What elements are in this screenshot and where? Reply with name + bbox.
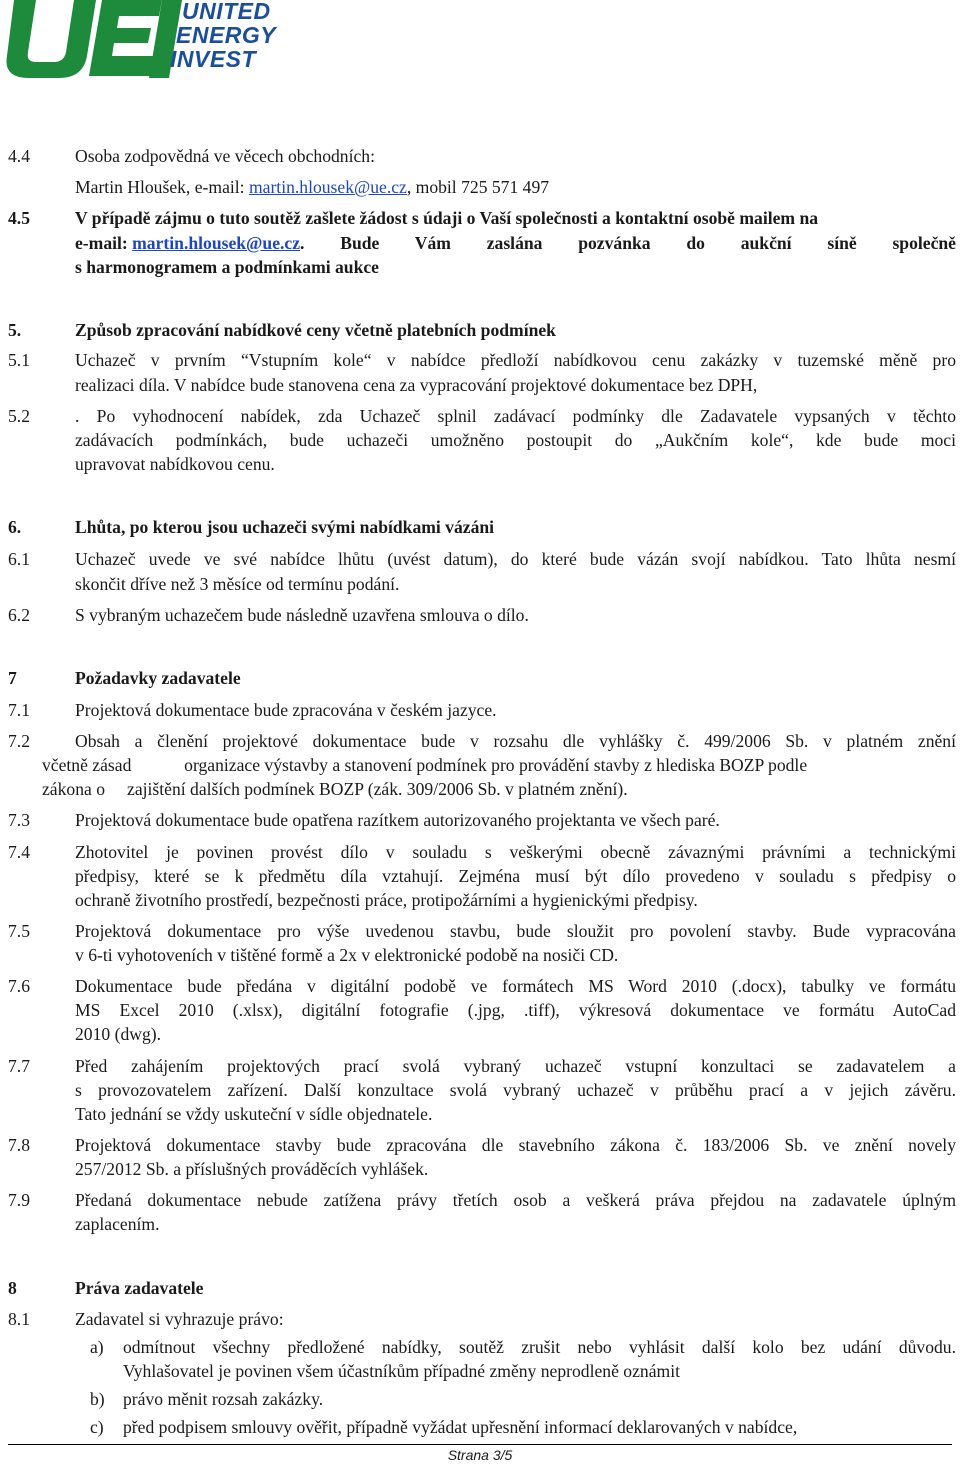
paragraph-line: . Po vyhodnocení nabídek, zda Uchazeč splnil zadávací podmínky dle Zadavatele vypsaných v těchto — [75, 406, 956, 426]
section-number: 6.1 — [8, 549, 30, 569]
section-number: 7.3 — [8, 810, 30, 830]
paragraph-line: Projektová dokumentace pro výše uvedenou stavbu, bude sloužit pro povolení stavby. Bude vypracována — [75, 921, 956, 941]
page-number: Strana 3/5 — [447, 1447, 513, 1463]
section-heading: Požadavky zadavatele — [75, 668, 241, 688]
paragraph-line: ochraně životního prostředí, bezpečnosti práce, protipožárními a hygienickými předpisy. — [75, 890, 698, 910]
uei-logo-mark-icon — [6, 0, 182, 82]
section-number: 7.4 — [8, 842, 30, 862]
section-heading: Práva zadavatele — [75, 1278, 204, 1298]
paragraph-line: S vybraným uchazečem bude následně uzavřena smlouva o dílo. — [75, 605, 529, 625]
section-number: 5. — [8, 320, 22, 340]
contact-line — [75, 177, 549, 197]
paragraph-line: Předaná dokumentace nebude zatížena právy třetích osob a veškerá práva přejdou na zadavatele úplným — [75, 1190, 956, 1210]
section-number: 7.9 — [8, 1190, 30, 1210]
list-marker: a) — [90, 1337, 104, 1357]
paragraph-line: s harmonogramem a podmínkami aukce — [75, 257, 379, 277]
paragraph-line: Projektová dokumentace stavby bude zpracována dle stavebního zákona č. 183/2006 Sb. ve znění novely — [75, 1135, 956, 1155]
section-number: 6. — [8, 517, 22, 537]
paragraph-line: 257/2012 Sb. a příslušných prováděcích vyhlášek. — [75, 1159, 429, 1179]
section-number: 7.5 — [8, 921, 30, 941]
paragraph-line: Obsah a členění projektové dokumentace bude v rozsahu dle vyhlášky č. 499/2006 Sb. v platném znění — [75, 731, 956, 751]
paragraph-line: V případě zájmu o tuto soutěž zašlete žádost s údaji o Vaší společnosti a kontaktní osobě mailem na — [75, 208, 819, 228]
section-number: 8.1 — [8, 1309, 30, 1329]
paragraph-line — [42, 755, 956, 775]
section-number: 6.2 — [8, 605, 30, 625]
section-number: 7.2 — [8, 731, 30, 751]
email-link[interactable]: martin.hlousek@ue.cz — [248, 177, 407, 197]
paragraph-line: Projektová dokumentace bude opatřena razítkem autorizovaného projektanta ve všech paré. — [75, 810, 720, 830]
email-suffix: . Bude Vám zaslána pozvánka do aukční síně společně — [300, 233, 956, 253]
section-heading: Lhůta, po kterou jsou uchazeči svými nabídkami vázáni — [75, 517, 495, 537]
paragraph-line: skončit dříve než 3 měsíce od termínu podání. — [75, 574, 400, 594]
paragraph-line: MS Excel 2010 (.xlsx), digitální fotografie (.jpg, .tiff), výkresová dokumentace ve formátu AutoCad — [75, 1000, 956, 1020]
section-number: 4.5 — [8, 208, 30, 228]
email-link[interactable]: martin.hlousek@ue.cz — [132, 233, 301, 253]
logo-wordmark — [170, 0, 277, 72]
paragraph-line: zaplacením. — [75, 1214, 160, 1234]
paragraph-line: v 6-ti vyhotoveních v tištěné formě a 2x v elektronické podobě na nosiči CD. — [75, 945, 619, 965]
paragraph-line: Zadavatel si vyhrazuje právo: — [75, 1309, 284, 1329]
logo-line-3: INVEST — [170, 46, 257, 72]
paragraph-line: Projektová dokumentace bude zpracována v českém jazyce. — [75, 700, 497, 720]
list-marker: c) — [90, 1417, 104, 1437]
paragraph-line — [75, 233, 956, 253]
logo-line-1: UNITED — [182, 0, 271, 24]
paragraph-line: Před zahájením projektových prací svolá vybraný uchazeč vstupní konzultaci se zadavatelem a — [75, 1056, 956, 1076]
paragraph-line: 2010 (dwg). — [75, 1024, 162, 1044]
section-number: 5.1 — [8, 350, 30, 370]
paragraph-line: zákona o zajištění dalších podmínek BOZP (zák. 309/2006 Sb. v platném znění). — [42, 779, 628, 799]
list-item: právo měnit rozsah zakázky. — [123, 1389, 324, 1409]
paragraph-line-text: včetně zásad organizace výstavby a stanovení podmínek pro provádění stavby z hlediska BOZP podle — [42, 755, 808, 775]
section-number: 7.7 — [8, 1056, 30, 1076]
paragraph-line: Osoba zodpovědná ve věcech obchodních: — [75, 146, 375, 166]
paragraph-line: Dokumentace bude předána v digitální podobě ve formátech MS Word 2010 (.docx), tabulky ve formátu — [75, 976, 956, 996]
paragraph-line: realizaci díla. V nabídce bude stanovena cena za vypracování projektové dokumentace bez DPH, — [75, 375, 758, 395]
email-prefix: e-mail: — [75, 233, 133, 253]
paragraph-line: předpisy, které se k předmětu díla vztahují. Zejména musí být dílo provedeno v souladu s předpisy o — [75, 866, 956, 886]
footer-divider — [8, 1444, 952, 1445]
paragraph-line: Uchazeč v prvním “Vstupním kole“ v nabídce předloží nabídkovou cenu zakázky v tuzemské měně pro — [75, 350, 956, 370]
contact-suffix: , mobil 725 571 497 — [406, 177, 550, 197]
section-number: 4.4 — [8, 146, 30, 166]
paragraph-line: Zhotovitel je povinen provést dílo v souladu s veškerými obecně závaznými právními a technickými — [75, 842, 956, 862]
section-heading: Způsob zpracování nabídkové ceny včetně platebních podmínek — [75, 320, 556, 340]
list-marker: b) — [90, 1389, 105, 1409]
section-number: 8 — [8, 1278, 17, 1298]
list-item: před podpisem smlouvy ověřit, případně vyžádat upřesnění informací deklarovaných v nabídce, — [123, 1417, 798, 1437]
logo-line-2: ENERGY — [176, 22, 277, 48]
contact-prefix: Martin Hloušek, e-mail: — [75, 177, 249, 197]
section-number: 7.6 — [8, 976, 30, 996]
paragraph-line: Uchazeč uvede ve své nabídce lhůtu (uvést datum), do které bude vázán svojí nabídkou. Tato lhůta nesmí — [75, 549, 956, 569]
list-item: Vyhlašovatel je povinen všem účastníkům případné změny neprodleně oznámit — [123, 1361, 680, 1381]
company-logo — [6, 0, 278, 82]
list-item: odmítnout všechny předložené nabídky, soutěž zrušit nebo vyhlásit další kolo bez udání důvodu. — [123, 1337, 956, 1357]
paragraph-line: Tato jednání se vždy uskuteční v sídle objednatele. — [75, 1104, 433, 1124]
section-number: 5.2 — [8, 406, 30, 426]
section-number: 7 — [8, 668, 17, 688]
paragraph-line: upravovat nabídkovou cenu. — [75, 454, 275, 474]
section-number: 7.1 — [8, 700, 30, 720]
paragraph-line: zadávacích podmínkách, bude uchazeči umožněno postoupit do „Aukčním kole“, kde bude moci — [75, 430, 956, 450]
paragraph-line: s provozovatelem zařízení. Další konzultace svolá vybraný uchazeč v průběhu prací a v jejich závěru. — [75, 1080, 956, 1100]
section-number: 7.8 — [8, 1135, 30, 1155]
